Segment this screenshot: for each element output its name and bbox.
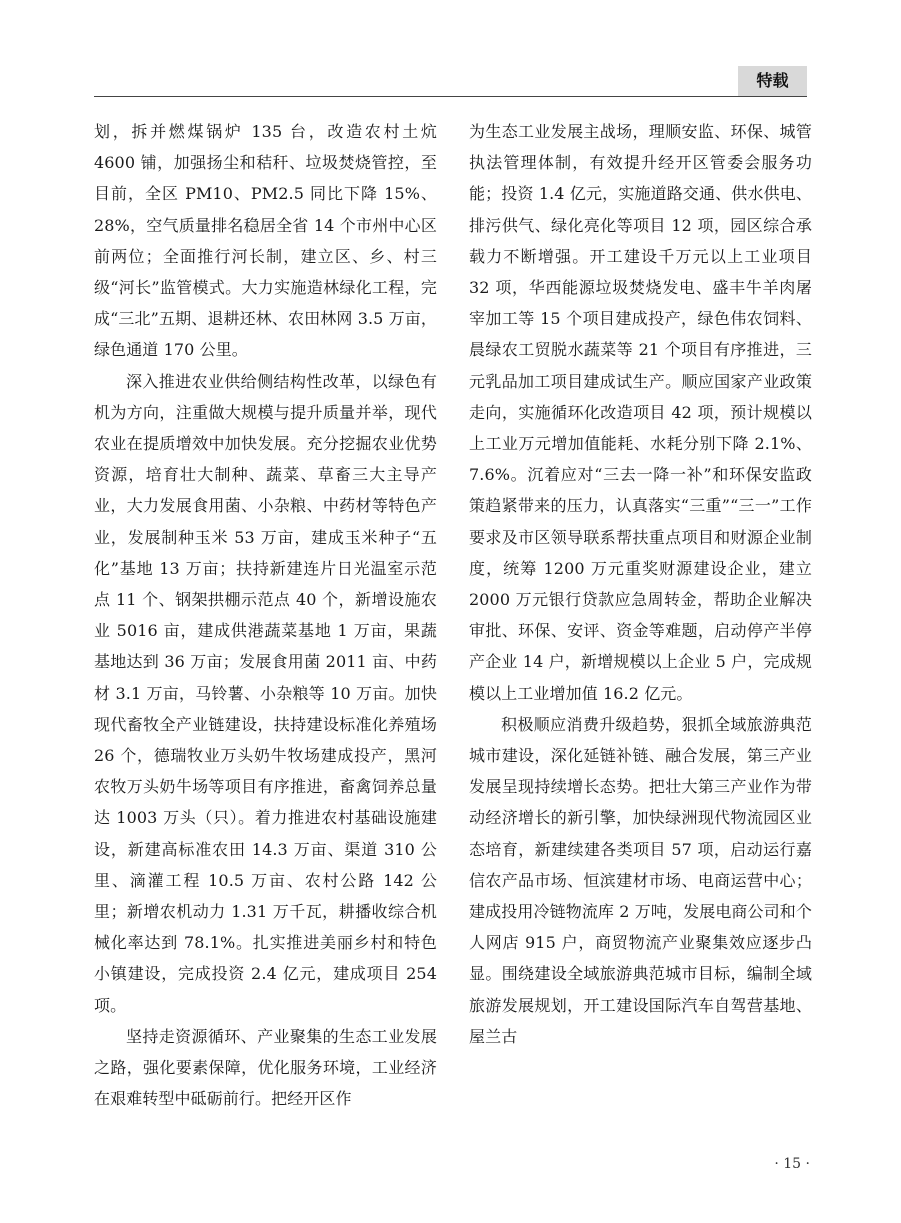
paragraph-agriculture: 深入推进农业供给侧结构性改革，以绿色有机为方向，注重做大规模与提升质量并举，现代农业在提质增效中加快发展。充分挖掘农业优势资源，培育壮大制种、蔬菜、草畜三大主导产业，大力发展食用菌、小杂粮、中药材等特色产业，发展制种玉米 53 万亩，建成玉米种子“五化”基地 13 万亩；扶持新建连片日光温室示范点 11 个、钢架拱棚示范点 40 个，新增设施农业 5016 亩，建成供港蔬菜基地 1 万亩，果蔬基地达到 36 万亩；发展食用菌 2011 亩、中药材 3.1 万亩，马铃薯、小杂粮等 10 万亩。加快现代畜牧全产业链建设，扶持建设标准化养殖场 26 个，德瑞牧业万头奶牛牧场建成投产，黑河农牧万头奶牛场等项目有序推进，畜禽饲养总量达 1003 万头（只）。着力推进农村基础设施建设，新建高标准农田 14.3 万亩、渠道 310 公里、滴灌工程 10.5 万亩、农村公路 142 公里；新增农机动力 1.31 万千瓦，耕播收综合机械化率达到 78.1%。扎实推进美丽乡村和特色小镇建设，完成投资 2.4 亿元，建成项目 254 项。 [94, 371, 437, 1015]
paragraph-industry-continued: 为生态工业发展主战场，理顺安监、环保、城管执法管理体制，有效提升经开区管委会服务功能；投资 1.4 亿元，实施道路交通、供水供电、排污供气、绿化亮化等项目 12 项，园区综合承载力不断增强。开工建设千万元以上工业项目 32 项，华西能源垃圾焚烧发电、盛丰牛羊肉屠宰加工等 15 个项目建成投产，绿色伟农饲料、晨绿农工贸脱水蔬菜等 21 个项目有序推进，三元乳品加工项目建成试生产。顺应国家产业政策走向，实施循环化改造项目 42 项，预计规模以上工业万元增加值能耗、水耗分别下降 2.1%、7.6%。沉着应对“三去一降一补”和环保安监政策趋紧带来的压力，认真落实“三重”“三一”工作要求及市区领导联系帮扶重点项目和财源企业制度，统筹 1200 万元重奖财源建设企业，建立 2000 万元银行贷款应急周转金，帮助企业解决审批、环保、安评、资金等难题，启动停产半停产企业 14 户，新增规模以上企业 5 户，完成规模以上工业增加值 16.2 亿元。 [469, 122, 812, 703]
header-rule [94, 96, 807, 97]
right-column [469, 116, 812, 1052]
paragraph-industry: 坚持走资源循环、产业聚集的生态工业发展之路，强化要素保障，优化服务环境，工业经济在艰难转型中砥砺前行。把经开区作 [94, 1026, 437, 1109]
section-tag: 特载 [738, 66, 807, 96]
page-number: · 15 · [774, 1156, 810, 1172]
paragraph-continued: 划，拆并燃煤锅炉 135 台，改造农村土炕 4600 铺，加强扬尘和秸秆、垃圾焚烧管控，至目前，全区 PM10、PM2.5 同比下降 15%、28%，空气质量排名稳居全省 14 个市州中心区前两位；全面推行河长制，建立区、乡、村三级“河长”监管模式。大力实施造林绿化工程，完成“三北”五期、退耕还林、农田林网 3.5 万亩，绿色通道 170 公里。 [94, 122, 437, 360]
left-column [94, 116, 437, 1115]
paragraph-tertiary: 积极顺应消费升级趋势，狠抓全域旅游典范城市建设，深化延链补链、融合发展，第三产业发展呈现持续增长态势。把壮大第三产业作为带动经济增长的新引擎，加快绿洲现代物流园区业态培育，新建续建各类项目 57 项，启动运行嘉信农产品市场、恒滨建材市场、电商运营中心；建成投用冷链物流库 2 万吨，发展电商公司和个人网店 915 户，商贸物流产业聚集效应逐步凸显。围绕建设全域旅游典范城市目标，编制全域旅游发展规划，开工建设国际汽车自驾营基地、屋兰古 [469, 714, 812, 1046]
